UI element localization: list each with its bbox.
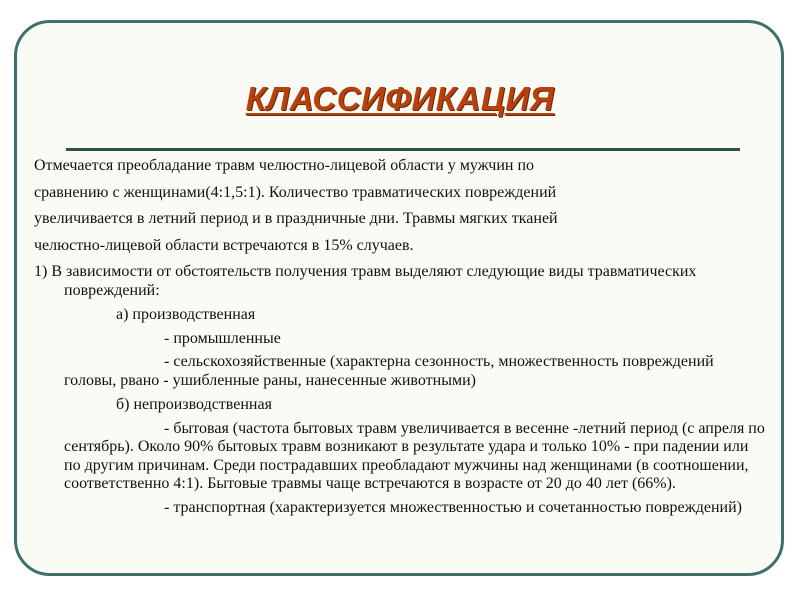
category-b: б) непроизводственная: [116, 396, 272, 413]
intro-line: Отмечается преобладание травм челюстно-лицевой области у мужчин по: [34, 157, 535, 174]
category-b-item: - бытовая (частота бытовых травм увеличивается в весенне -летний период (с апреля по сентябрь). Около 90% бытовых травм возникают в результате удара и только 10% - при падении или по другим причинам. Среди пострадавших преобладают мужчины над женщинами (в соотношении, соответственно 4:1). Бытовые травмы чаще встречаются в возрасте от 20 до 40 лет (66%).: [64, 419, 765, 492]
category-a: а) производственная: [116, 306, 256, 323]
title-divider: [66, 148, 740, 151]
intro-line: увеличивается в летний период и в праздничные дни. Травмы мягких тканей: [34, 210, 558, 227]
slide-content: [34, 153, 768, 517]
category-a-item: - сельскохозяйственные (характерна сезонность, множественность повреждений головы, рвано - ушибленные раны, нанесенные животными): [64, 353, 714, 389]
point-1: 1) В зависимости от обстоятельств получения травм выделяют следующие виды травматических повреждений:: [34, 263, 697, 299]
category-a-item: - промышленные: [164, 329, 281, 347]
category-b-item: - транспортная (характеризуется множественностью и сочетанностью повреждений): [164, 498, 742, 516]
intro-line: сравнению с женщинами(4:1,5:1). Количество травматических повреждений: [34, 183, 557, 201]
slide-title: КЛАССИФИКАЦИЯ: [245, 80, 555, 117]
intro-line: челюстно-лицевой области встречаются в 15% случаев.: [34, 236, 414, 254]
